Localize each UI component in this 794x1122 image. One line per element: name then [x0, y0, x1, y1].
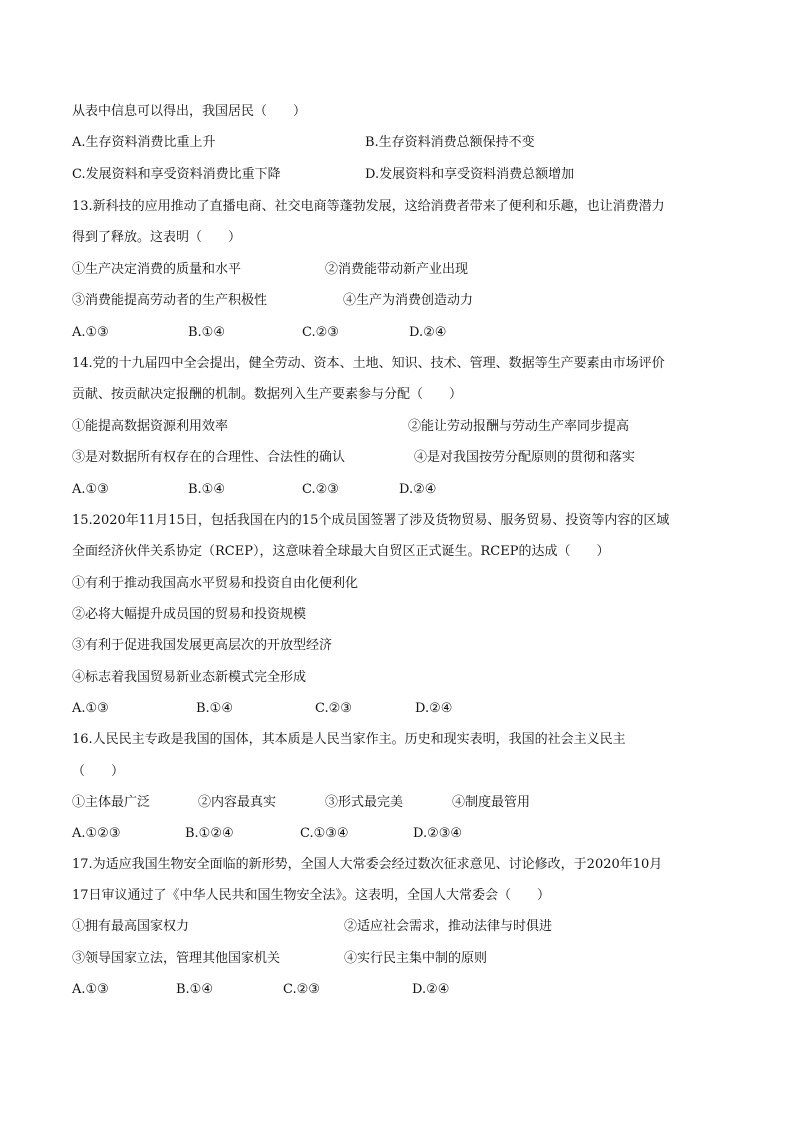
- q14-choice-d: D.②④: [399, 482, 437, 497]
- q16-choice-a: A.①②③: [72, 826, 121, 841]
- q17-choice-b: B.①④: [176, 982, 213, 997]
- q15-item-1: ①有利于推动我国高水平贸易和投资自由化便利化: [72, 576, 359, 591]
- q16-item-4: ④制度最管用: [452, 795, 531, 810]
- q15-stem-line1: 15.2020年11月15日，包括我国在内的15个成员国签署了涉及货物贸易、服务贸易、投资等内容的区域: [72, 513, 670, 528]
- q13-item-2: ②消费能带动新产业出现: [325, 262, 469, 277]
- q17-stem-line2: 17日审议通过了《中华人民共和国生物安全法》。这表明，全国人大常委会（ ）: [72, 888, 551, 903]
- q17-item-2: ②适应社会需求，推动法律与时俱进: [344, 919, 553, 934]
- q17-choice-d: D.②④: [412, 982, 450, 997]
- q15-stem-line2: 全面经济伙伴关系协定（RCEP），这意味着全球最大自贸区正式诞生。RCEP的达成（ ）: [72, 544, 610, 559]
- q15-choice-c: C.②③: [315, 701, 352, 716]
- q17-choice-a: A.①③: [72, 982, 109, 997]
- q14-stem-line1: 14.党的十九届四中全会提出，健全劳动、资本、土地、知识、技术、管理、数据等生产要素由市场评价: [72, 356, 665, 371]
- q13-item-4: ④生产为消费创造动力: [343, 293, 474, 308]
- q17-item-3: ③领导国家立法，管理其他国家机关: [72, 951, 281, 966]
- q15-item-4: ④标志着我国贸易新业态新模式完全形成: [72, 670, 307, 685]
- q12-option-a: A.生存资料消费比重上升: [72, 135, 216, 150]
- q16-stem-line2: （ ）: [72, 764, 125, 779]
- q12-option-b: B.生存资料消费总额保持不变: [365, 135, 535, 150]
- q14-stem-line2: 贡献、按贡献决定报酬的机制。数据列入生产要素参与分配（ ）: [72, 387, 463, 402]
- q13-choice-a: A.①③: [72, 325, 109, 340]
- q14-item-4: ④是对我国按劳分配原则的贯彻和落实: [414, 450, 636, 465]
- q13-stem-line1: 13.新科技的应用推动了直播电商、社交电商等蓬勃发展，这给消费者带来了便利和乐趣，也让消费潜力: [72, 199, 665, 214]
- q17-choice-c: C.②③: [283, 982, 320, 997]
- q13-choice-c: C.②③: [302, 325, 339, 340]
- q16-item-3: ③形式最完美: [325, 795, 404, 810]
- q15-choice-b: B.①④: [196, 701, 233, 716]
- q12-option-c: C.发展资料和享受资料消费比重下降: [72, 167, 281, 182]
- q16-item-1: ①主体最广泛: [72, 795, 151, 810]
- q14-item-1: ①能提高数据资源利用效率: [72, 419, 229, 434]
- q12-stem: 从表中信息可以得出，我国居民（ ）: [72, 104, 307, 119]
- q14-choice-a: A.①③: [72, 482, 109, 497]
- q13-choice-d: D.②④: [409, 325, 447, 340]
- q15-choice-d: D.②④: [415, 701, 453, 716]
- q13-item-3: ③消费能提高劳动者的生产积极性: [72, 293, 268, 308]
- q17-stem-line1: 17.为适应我国生物安全面临的新形势，全国人大常委会经过数次征求意见、讨论修改，于2020年10月: [72, 857, 663, 872]
- q13-item-1: ①生产决定消费的质量和水平: [72, 262, 242, 277]
- q14-item-2: ②能让劳动报酬与劳动生产率同步提高: [408, 419, 630, 434]
- q15-choice-a: A.①③: [72, 701, 109, 716]
- q14-choice-c: C.②③: [302, 482, 339, 497]
- q17-item-1: ①拥有最高国家权力: [72, 919, 190, 934]
- q16-choice-b: B.①②④: [185, 826, 234, 841]
- q12-option-d: D.发展资料和享受资料消费总额增加: [365, 167, 575, 182]
- q14-choice-b: B.①④: [188, 482, 225, 497]
- q13-stem-line2: 得到了释放。这表明（ ）: [72, 230, 242, 245]
- q15-item-3: ③有利于促进我国发展更高层次的开放型经济: [72, 638, 333, 653]
- q16-stem-line1: 16.人民民主专政是我国的国体，其本质是人民当家作主。历史和现实表明，我国的社会主义民主: [72, 732, 626, 747]
- q17-item-4: ④实行民主集中制的原则: [344, 951, 488, 966]
- q15-item-2: ②必将大幅提升成员国的贸易和投资规模: [72, 607, 307, 622]
- q13-choice-b: B.①④: [188, 325, 225, 340]
- q14-item-3: ③是对数据所有权存在的合理性、合法性的确认: [72, 450, 346, 465]
- q16-item-2: ②内容最真实: [198, 795, 277, 810]
- q16-choice-d: D.②③④: [413, 826, 463, 841]
- q16-choice-c: C.①③④: [300, 826, 349, 841]
